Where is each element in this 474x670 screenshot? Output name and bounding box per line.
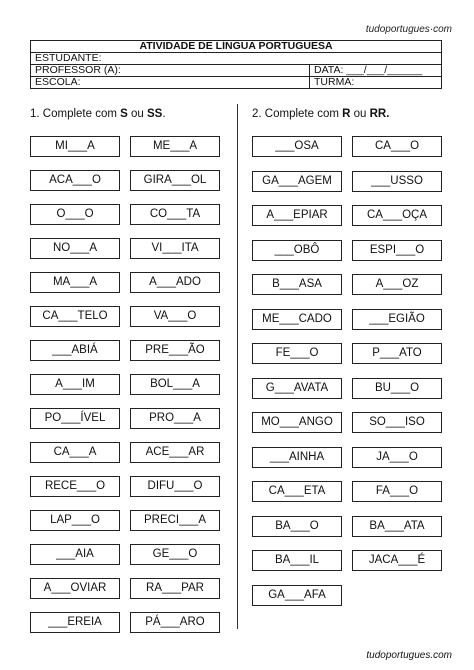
word-box-s[interactable]: MA___A — [30, 272, 120, 293]
word-box-s[interactable]: PO___ÍVEL — [30, 408, 120, 429]
word-box-r[interactable]: CA___ETA — [252, 481, 342, 502]
word-box-r[interactable]: ___AINHA — [252, 447, 342, 468]
word-box-s[interactable]: VI___ITA — [130, 238, 220, 259]
word-box-s[interactable]: ___AIA — [30, 544, 120, 565]
section1-mid: ou — [127, 108, 147, 120]
word-box-s[interactable]: ACE___AR — [130, 442, 220, 463]
student-info-table — [30, 40, 442, 89]
worksheet-title: ATIVIDADE DE LÍNGUA PORTUGUESA — [31, 41, 442, 53]
word-box-s[interactable]: RA___PAR — [130, 578, 220, 599]
word-box-s[interactable]: DIFU___O — [130, 476, 220, 497]
word-box-r[interactable]: GA___AFA — [252, 585, 342, 606]
word-box-s[interactable]: GE___O — [130, 544, 220, 565]
word-box-r[interactable]: CA___O — [352, 136, 442, 157]
section2-option-r: R — [342, 108, 351, 120]
word-box-s[interactable]: PÁ___ARO — [130, 612, 220, 633]
word-box-r[interactable]: G___AVATA — [252, 378, 342, 399]
date-field[interactable]: DATA: ___/___/______ — [310, 65, 442, 77]
word-box-s[interactable]: ___ABIÁ — [30, 340, 120, 361]
word-box-s[interactable]: A___OVIAR — [30, 578, 120, 599]
word-box-r[interactable]: GA___AGEM — [252, 171, 342, 192]
site-url-bottom: tudoportugues.com — [366, 650, 452, 661]
word-box-s[interactable]: CA___TELO — [30, 306, 120, 327]
word-box-r[interactable]: SO___ISO — [352, 412, 442, 433]
column-divider — [237, 104, 238, 629]
section1-option-s: S — [120, 108, 128, 120]
word-box-s[interactable]: PRECI___A — [130, 510, 220, 531]
section2-prefix: 2. Complete com — [252, 108, 343, 120]
word-box-s[interactable]: RECE___O — [30, 476, 120, 497]
word-box-r[interactable]: JACA___É — [352, 550, 442, 571]
section1-title — [30, 108, 166, 120]
word-box-r[interactable]: ___USSO — [352, 171, 442, 192]
word-box-r[interactable]: JA___O — [352, 447, 442, 468]
class-field[interactable]: TURMA: — [310, 77, 442, 89]
word-box-r[interactable]: A___OZ — [352, 274, 442, 295]
word-box-r[interactable]: B___ASA — [252, 274, 342, 295]
section2-title — [252, 108, 389, 120]
site-url-top: tudoportugues·com — [365, 24, 452, 35]
word-box-s[interactable]: O___O — [30, 204, 120, 225]
section2-option-rr: RR. — [369, 108, 390, 120]
word-box-r[interactable]: ___OBÔ — [252, 240, 342, 261]
word-box-s[interactable]: ACA___O — [30, 170, 120, 191]
word-box-s[interactable]: A___IM — [30, 374, 120, 395]
word-box-r[interactable]: A___EPIAR — [252, 205, 342, 226]
section2-mid: ou — [350, 108, 370, 120]
word-box-s[interactable]: CO___TA — [130, 204, 220, 225]
word-box-s[interactable]: GIRA___OL — [130, 170, 220, 191]
word-box-s[interactable]: A___ADO — [130, 272, 220, 293]
school-field[interactable]: ESCOLA: — [31, 77, 310, 89]
word-box-s[interactable]: PRO___A — [130, 408, 220, 429]
word-box-s[interactable]: ___EREIA — [30, 612, 120, 633]
word-box-r[interactable]: ESPI___O — [352, 240, 442, 261]
word-box-r[interactable]: ME___CADO — [252, 309, 342, 330]
word-box-r[interactable]: FA___O — [352, 481, 442, 502]
section1-suffix: . — [162, 108, 166, 120]
word-box-r[interactable]: BU___O — [352, 378, 442, 399]
word-box-r[interactable]: ___EGIÃO — [352, 309, 442, 330]
student-field[interactable]: ESTUDANTE: — [31, 53, 442, 65]
section1-option-ss: SS — [146, 108, 163, 120]
word-box-s[interactable]: PRE___ÃO — [130, 340, 220, 361]
word-box-r[interactable]: ___OSA — [252, 136, 342, 157]
word-box-r[interactable]: BA___O — [252, 516, 342, 537]
word-box-s[interactable]: MI___A — [30, 136, 120, 157]
teacher-field[interactable]: PROFESSOR (A): — [31, 65, 310, 77]
word-box-s[interactable]: ME___A — [130, 136, 220, 157]
word-box-r[interactable]: MO___ANGO — [252, 412, 342, 433]
word-box-r[interactable]: FE___O — [252, 343, 342, 364]
word-box-s[interactable]: BOL___A — [130, 374, 220, 395]
word-box-s[interactable]: CA___A — [30, 442, 120, 463]
word-box-r[interactable]: CA___OÇA — [352, 205, 442, 226]
word-box-s[interactable]: LAP___O — [30, 510, 120, 531]
word-box-s[interactable]: NO___A — [30, 238, 120, 259]
word-box-r[interactable]: P___ATO — [352, 343, 442, 364]
word-box-r[interactable]: BA___ATA — [352, 516, 442, 537]
section1-prefix: 1. Complete com — [30, 108, 121, 120]
word-box-s[interactable]: VA___O — [130, 306, 220, 327]
word-box-r[interactable]: BA___IL — [252, 550, 342, 571]
